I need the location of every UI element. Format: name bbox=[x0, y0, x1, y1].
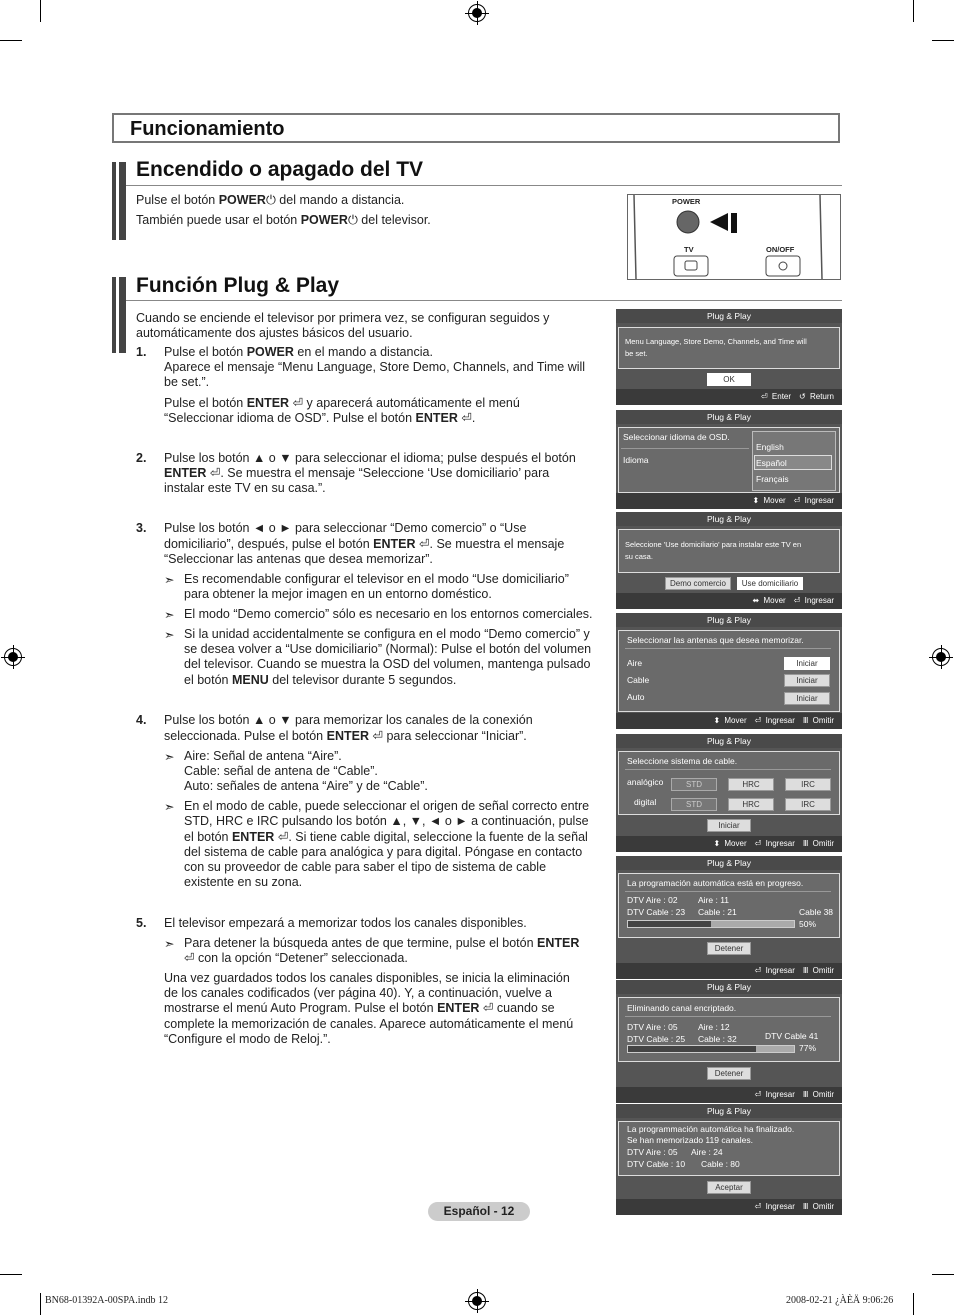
aceptar-button[interactable]: Aceptar bbox=[707, 1181, 751, 1194]
enter-icon: ⏎ bbox=[754, 966, 762, 975]
enter-icon: ⏎ bbox=[793, 496, 801, 505]
enter-icon: ⏎ bbox=[754, 716, 762, 725]
note-arrow-icon: ➣ bbox=[164, 937, 175, 951]
enter-icon: ⏎ bbox=[760, 392, 768, 401]
osd-finished-box bbox=[618, 1121, 840, 1176]
osd-panel-1 bbox=[616, 309, 842, 405]
step5-line: El televisor empezará a memorizar todos los canales disponibles. bbox=[164, 916, 527, 930]
footer-date: 2008-02-21 ¿ÀÈÄ 9:06:26 bbox=[786, 1295, 894, 1306]
current-channel: Cable 38 bbox=[799, 907, 834, 917]
antenna-row-label: Cable bbox=[627, 675, 650, 685]
step3-line: domiciliario”, después, pulse el botón ENTER ⏎. Se muestra el mensaje bbox=[164, 537, 565, 551]
note-arrow-icon: ➣ bbox=[164, 628, 175, 642]
remote-power-label: POWER bbox=[672, 197, 701, 206]
channel-count: DTV Cable : 25 bbox=[627, 1034, 686, 1044]
step-number: 2. bbox=[136, 451, 147, 465]
step5-para: mostrarse el menú Auto Program. Pulse el botón ENTER ⏎ cuando se bbox=[164, 1001, 555, 1015]
updown-icon: ⬍ bbox=[713, 716, 721, 725]
osd-footer: ⬍ Mover ⏎ Ingresar Ⅲ Omitir bbox=[616, 836, 842, 852]
skip-icon: Ⅲ bbox=[802, 839, 809, 848]
hrc-analog-button[interactable]: HRC bbox=[728, 778, 774, 791]
enter-icon: ⏎ bbox=[793, 596, 801, 605]
progress-bar bbox=[627, 920, 795, 928]
osd-title: Plug & Play bbox=[616, 613, 842, 627]
footer-file: BN68-01392A-00SPA.indb 12 bbox=[45, 1295, 168, 1306]
progress-fill bbox=[628, 1046, 756, 1052]
crop-mark bbox=[40, 0, 41, 22]
note-arrow-icon: ➣ bbox=[164, 573, 175, 587]
step4-note: existente en su zona. bbox=[184, 875, 303, 889]
osd-panel-2 bbox=[616, 410, 842, 509]
enter-icon: ⏎ bbox=[292, 396, 304, 410]
step1-line: Pulse el botón ENTER ⏎ y aparecerá automáticamente el menú bbox=[164, 396, 520, 410]
osd-label: Seleccionar las antenas que desea memorizar. bbox=[627, 635, 804, 645]
step5-para: “Configure el modo de Reloj.”. bbox=[164, 1032, 331, 1046]
step4-note: Auto: señales de antena “Aire” y de “Cable”. bbox=[184, 779, 428, 793]
channel-count: DTV Aire : 05 bbox=[627, 1147, 678, 1157]
osd-message: be set. bbox=[625, 349, 648, 358]
power-icon: ⏻ bbox=[347, 213, 358, 227]
detener-button[interactable]: Detener bbox=[707, 1067, 751, 1080]
osd-panel-3 bbox=[616, 512, 842, 609]
power-line1: Pulse el botón POWER⏻ del mando a distancia. bbox=[136, 193, 405, 207]
leftright-icon: ⬌ bbox=[752, 596, 760, 605]
osd-message: su casa. bbox=[625, 552, 653, 561]
power-heading: Encendido o apagado del TV bbox=[136, 158, 424, 181]
osd-title: Plug & Play bbox=[616, 734, 842, 748]
osd-footer: ⏎ Enter ↺ Return bbox=[616, 389, 842, 405]
step3-note: se desea volver a “Use domiciliario” (Normal): Pulse el botón del volumen bbox=[184, 642, 592, 656]
osd-label: Seleccionar idioma de OSD. bbox=[623, 432, 730, 442]
osd-panel-6 bbox=[616, 856, 842, 979]
osd-label: Seleccione sistema de cable. bbox=[627, 756, 738, 766]
osd-antenna-box bbox=[618, 630, 840, 712]
channel-count: Cable : 21 bbox=[698, 907, 737, 917]
progress-percent: 77% bbox=[799, 1043, 817, 1053]
iniciar-button[interactable]: Iniciar bbox=[707, 819, 751, 832]
crop-mark bbox=[932, 40, 954, 41]
antenna-row-label: Aire bbox=[627, 658, 643, 668]
current-channel: DTV Cable 41 bbox=[765, 1031, 819, 1041]
registration-mark-icon bbox=[468, 1292, 486, 1310]
progress-percent: 50% bbox=[799, 919, 817, 929]
crop-mark bbox=[0, 40, 22, 41]
channel-count: Cable : 80 bbox=[701, 1159, 740, 1169]
updown-icon: ⬍ bbox=[713, 839, 721, 848]
step3-note: el botón MENU del televisor durante 5 segundos. bbox=[184, 673, 457, 687]
heading-rule bbox=[126, 300, 842, 301]
analog-label: analógico bbox=[627, 777, 664, 787]
demo-comercio-button[interactable]: Demo comercio bbox=[665, 577, 731, 590]
use-domiciliario-button[interactable]: Use domiciliario bbox=[737, 577, 803, 590]
osd-title: Plug & Play bbox=[616, 980, 842, 994]
page-number: Español - 12 bbox=[428, 1202, 530, 1221]
osd-panel-8 bbox=[616, 1104, 842, 1215]
iniciar-cable-button[interactable]: Iniciar bbox=[784, 674, 830, 687]
osd-idioma-label: Idioma bbox=[623, 455, 649, 465]
osd-title: Plug & Play bbox=[616, 1104, 842, 1118]
enter-icon: ⏎ bbox=[419, 537, 430, 551]
step2-line: ENTER ⏎. Se muestra el mensaje “Seleccione ‘Use domiciliario’ para bbox=[164, 466, 550, 480]
crop-mark bbox=[913, 0, 914, 22]
skip-icon: Ⅲ bbox=[802, 966, 809, 975]
step1-line: Pulse el botón POWER en el mando a distancia. bbox=[164, 345, 433, 359]
detener-button[interactable]: Detener bbox=[707, 942, 751, 955]
osd-message-box bbox=[618, 327, 840, 369]
step2-line: Pulse los botón ▲ o ▼ para seleccionar el idioma; pulse después el botón bbox=[164, 451, 576, 465]
channel-count: DTV Cable : 23 bbox=[627, 907, 686, 917]
crop-mark bbox=[0, 1274, 22, 1275]
enter-icon: ⏎ bbox=[461, 411, 472, 425]
remote-illustration bbox=[627, 194, 841, 280]
step-number: 4. bbox=[136, 713, 147, 727]
step5-para: Una vez guardados todos los canales disponibles, se inicia la eliminación bbox=[164, 971, 570, 985]
plug-intro: Cuando se enciende el televisor por primera vez, se configuran seguidos y automáticamente dos ajustes básicos del usuario. bbox=[136, 311, 550, 341]
step3-note: El modo “Demo comercio” sólo es necesario en los entornos comerciales. bbox=[184, 607, 593, 621]
step5-para: de los canales codificados (ver página 40). Y, a continuación, vuelve a bbox=[164, 986, 552, 1000]
crop-mark bbox=[40, 1293, 41, 1315]
osd-title: Plug & Play bbox=[616, 512, 842, 526]
osd-title: Plug & Play bbox=[616, 309, 842, 323]
osd-message-box bbox=[618, 529, 840, 573]
enter-icon: ⏎ bbox=[209, 466, 221, 480]
step-number: 3. bbox=[136, 521, 147, 535]
enter-icon: ⏎ bbox=[754, 1202, 762, 1211]
crop-mark bbox=[913, 1293, 914, 1315]
osd-footer: ⬍ Mover ⏎ Ingresar Ⅲ Omitir bbox=[616, 713, 842, 729]
step5-note: Para detener la búsqueda antes de que termine, pulse el botón ENTER bbox=[184, 936, 580, 950]
registration-mark-icon bbox=[932, 648, 950, 666]
osd-label: Se han memorizado 119 canales. bbox=[627, 1135, 754, 1145]
osd-footer: ⏎ Ingresar Ⅲ Omitir bbox=[616, 1199, 842, 1215]
channel-count: DTV Cable : 10 bbox=[627, 1159, 686, 1169]
osd-title: Plug & Play bbox=[616, 856, 842, 870]
step3-note: del televisor. Cuando se muestra la OSD del volumen, mantenga pulsado bbox=[184, 657, 591, 671]
progress-bar bbox=[627, 1045, 795, 1053]
osd-panel-7 bbox=[616, 980, 842, 1103]
divider bbox=[621, 448, 749, 449]
antenna-row-label: Auto bbox=[627, 692, 645, 702]
crop-mark bbox=[932, 1274, 954, 1275]
note-arrow-icon: ➣ bbox=[164, 750, 175, 764]
heading-bar bbox=[112, 162, 126, 240]
note-arrow-icon: ➣ bbox=[164, 608, 175, 622]
enter-icon: ⏎ bbox=[754, 1090, 762, 1099]
osd-footer: ⏎ Ingresar Ⅲ Omitir bbox=[616, 1087, 842, 1103]
step2-line: instalar este TV en su casa.”. bbox=[164, 481, 326, 495]
channel-count: DTV Aire : 05 bbox=[627, 1022, 678, 1032]
channel-count: Aire : 24 bbox=[691, 1147, 723, 1157]
channel-count: DTV Aire : 02 bbox=[627, 895, 678, 905]
divider bbox=[625, 891, 831, 892]
step1-line: “Seleccionar idioma de OSD”. Pulse el botón ENTER ⏎. bbox=[164, 411, 476, 425]
step5-para: complete la memorización de canales. Aparece automáticamente el menú bbox=[164, 1017, 574, 1031]
note-arrow-icon: ➣ bbox=[164, 800, 175, 814]
irc-digital-button[interactable]: IRC bbox=[785, 798, 831, 811]
ok-button[interactable]: OK bbox=[707, 373, 751, 386]
osd-progress-box bbox=[618, 997, 840, 1062]
step3-line: Pulse los botón ◄ o ► para seleccionar “Demo comercio” o “Use bbox=[164, 521, 527, 535]
step-number: 1. bbox=[136, 345, 147, 359]
enter-icon: ⏎ bbox=[277, 830, 289, 844]
enter-icon: ⏎ bbox=[372, 729, 383, 743]
step1-line: be set.”. bbox=[164, 375, 210, 389]
skip-icon: Ⅲ bbox=[802, 1090, 809, 1099]
registration-mark-icon bbox=[4, 648, 22, 666]
osd-label: La programmación automática ha finalizado. bbox=[627, 1124, 795, 1134]
registration-mark-icon bbox=[468, 4, 486, 22]
step4-line: seleccionada. Pulse el botón ENTER ⏎ para seleccionar “Iniciar”. bbox=[164, 729, 527, 743]
return-icon: ↺ bbox=[799, 392, 806, 401]
step4-note: En el modo de cable, puede seleccionar el origen de señal correcto entre bbox=[184, 799, 590, 813]
iniciar-aire-button[interactable]: Iniciar bbox=[784, 657, 830, 670]
enter-icon: ⏎ bbox=[184, 951, 195, 965]
std-analog-button[interactable]: STD bbox=[671, 778, 717, 791]
divider bbox=[625, 1016, 831, 1017]
osd-cable-box bbox=[618, 751, 840, 815]
progress-fill bbox=[628, 921, 711, 927]
section-title: Funcionamiento bbox=[112, 113, 840, 143]
osd-label: La programación automática está en progreso. bbox=[627, 878, 804, 888]
step4-note: del sistema de cable para analógica y para digital. Póngase en contacto bbox=[184, 845, 583, 859]
step3-note: Si la unidad accidentalmente se configura en el modo “Demo comercio” y bbox=[184, 627, 590, 641]
language-option[interactable]: English bbox=[756, 442, 784, 452]
channel-count: Aire : 12 bbox=[698, 1022, 730, 1032]
step3-note: Es recomendable configurar el televisor en el modo “Use domiciliario” bbox=[184, 572, 569, 586]
step4-note: con su proveedor de cable para saber el tipo de sistema de cable bbox=[184, 860, 547, 874]
step4-line: Pulse los botón ▲ o ▼ para memorizar los canales de la conexión bbox=[164, 713, 533, 727]
hrc-digital-button[interactable]: HRC bbox=[728, 798, 774, 811]
divider bbox=[625, 769, 831, 770]
enter-icon: ⏎ bbox=[754, 839, 762, 848]
osd-footer: ⬌ Mover ⏎ Ingresar bbox=[616, 593, 842, 609]
enter-icon: ⏎ bbox=[482, 1001, 494, 1015]
remote-tv-label: TV bbox=[684, 245, 694, 254]
plug-heading: Función Plug & Play bbox=[136, 274, 340, 297]
step4-note: Aire: Señal de antena “Aire”. bbox=[184, 749, 342, 763]
heading-rule bbox=[126, 185, 842, 186]
updown-icon: ⬍ bbox=[752, 496, 760, 505]
step4-note: el botón ENTER ⏎. Si tiene cable digital, seleccione la fuente de la señal bbox=[184, 830, 588, 844]
osd-footer: ⬍ Mover ⏎ Ingresar bbox=[616, 493, 842, 509]
channel-count: Aire : 11 bbox=[698, 895, 730, 905]
power-icon: ⏻ bbox=[265, 193, 276, 207]
osd-message: Seleccione 'Use domiciliario' para instalar este TV en bbox=[625, 540, 802, 549]
irc-analog-button[interactable]: IRC bbox=[785, 778, 831, 791]
osd-title: Plug & Play bbox=[616, 410, 842, 424]
osd-progress-box bbox=[618, 873, 840, 938]
step4-note: STD, HRC e IRC pulsando los botón ▲, ▼, ◄ o ► a continuación, pulse bbox=[184, 814, 589, 828]
skip-icon: Ⅲ bbox=[802, 1202, 809, 1211]
divider bbox=[625, 648, 831, 649]
power-line2: También puede usar el botón POWER⏻ del televisor. bbox=[136, 213, 431, 227]
osd-panel-5 bbox=[616, 734, 842, 852]
step3-line: “Seleccionar las antenas que desea memorizar”. bbox=[164, 552, 433, 566]
osd-panel-4 bbox=[616, 613, 842, 729]
remote-onoff-label: ON/OFF bbox=[766, 245, 795, 254]
osd-language-box bbox=[618, 427, 840, 493]
channel-count: Cable : 32 bbox=[698, 1034, 737, 1044]
osd-footer: ⏎ Ingresar Ⅲ Omitir bbox=[616, 963, 842, 979]
step1-line: Aparece el mensaje “Menu Language, Store Demo, Channels, and Time will bbox=[164, 360, 586, 374]
step3-note: para obtener la mejor imagen en un entorno doméstico. bbox=[184, 587, 492, 601]
osd-message: Menu Language, Store Demo, Channels, and Time will bbox=[625, 337, 807, 346]
language-option[interactable]: Français bbox=[756, 474, 789, 484]
skip-icon: Ⅲ bbox=[802, 716, 809, 725]
step-number: 5. bbox=[136, 916, 147, 930]
language-option[interactable]: Español bbox=[756, 458, 787, 468]
heading-bar bbox=[112, 277, 126, 353]
osd-label: Eliminando canal encriptado. bbox=[627, 1003, 737, 1013]
step4-note: Cable: señal de antena de “Cable”. bbox=[184, 764, 378, 778]
iniciar-auto-button[interactable]: Iniciar bbox=[784, 692, 830, 705]
step5-note: ⏎ con la opción “Detener” seleccionada. bbox=[184, 951, 408, 965]
digital-label: digital bbox=[634, 797, 657, 807]
std-digital-button[interactable]: STD bbox=[671, 798, 717, 811]
